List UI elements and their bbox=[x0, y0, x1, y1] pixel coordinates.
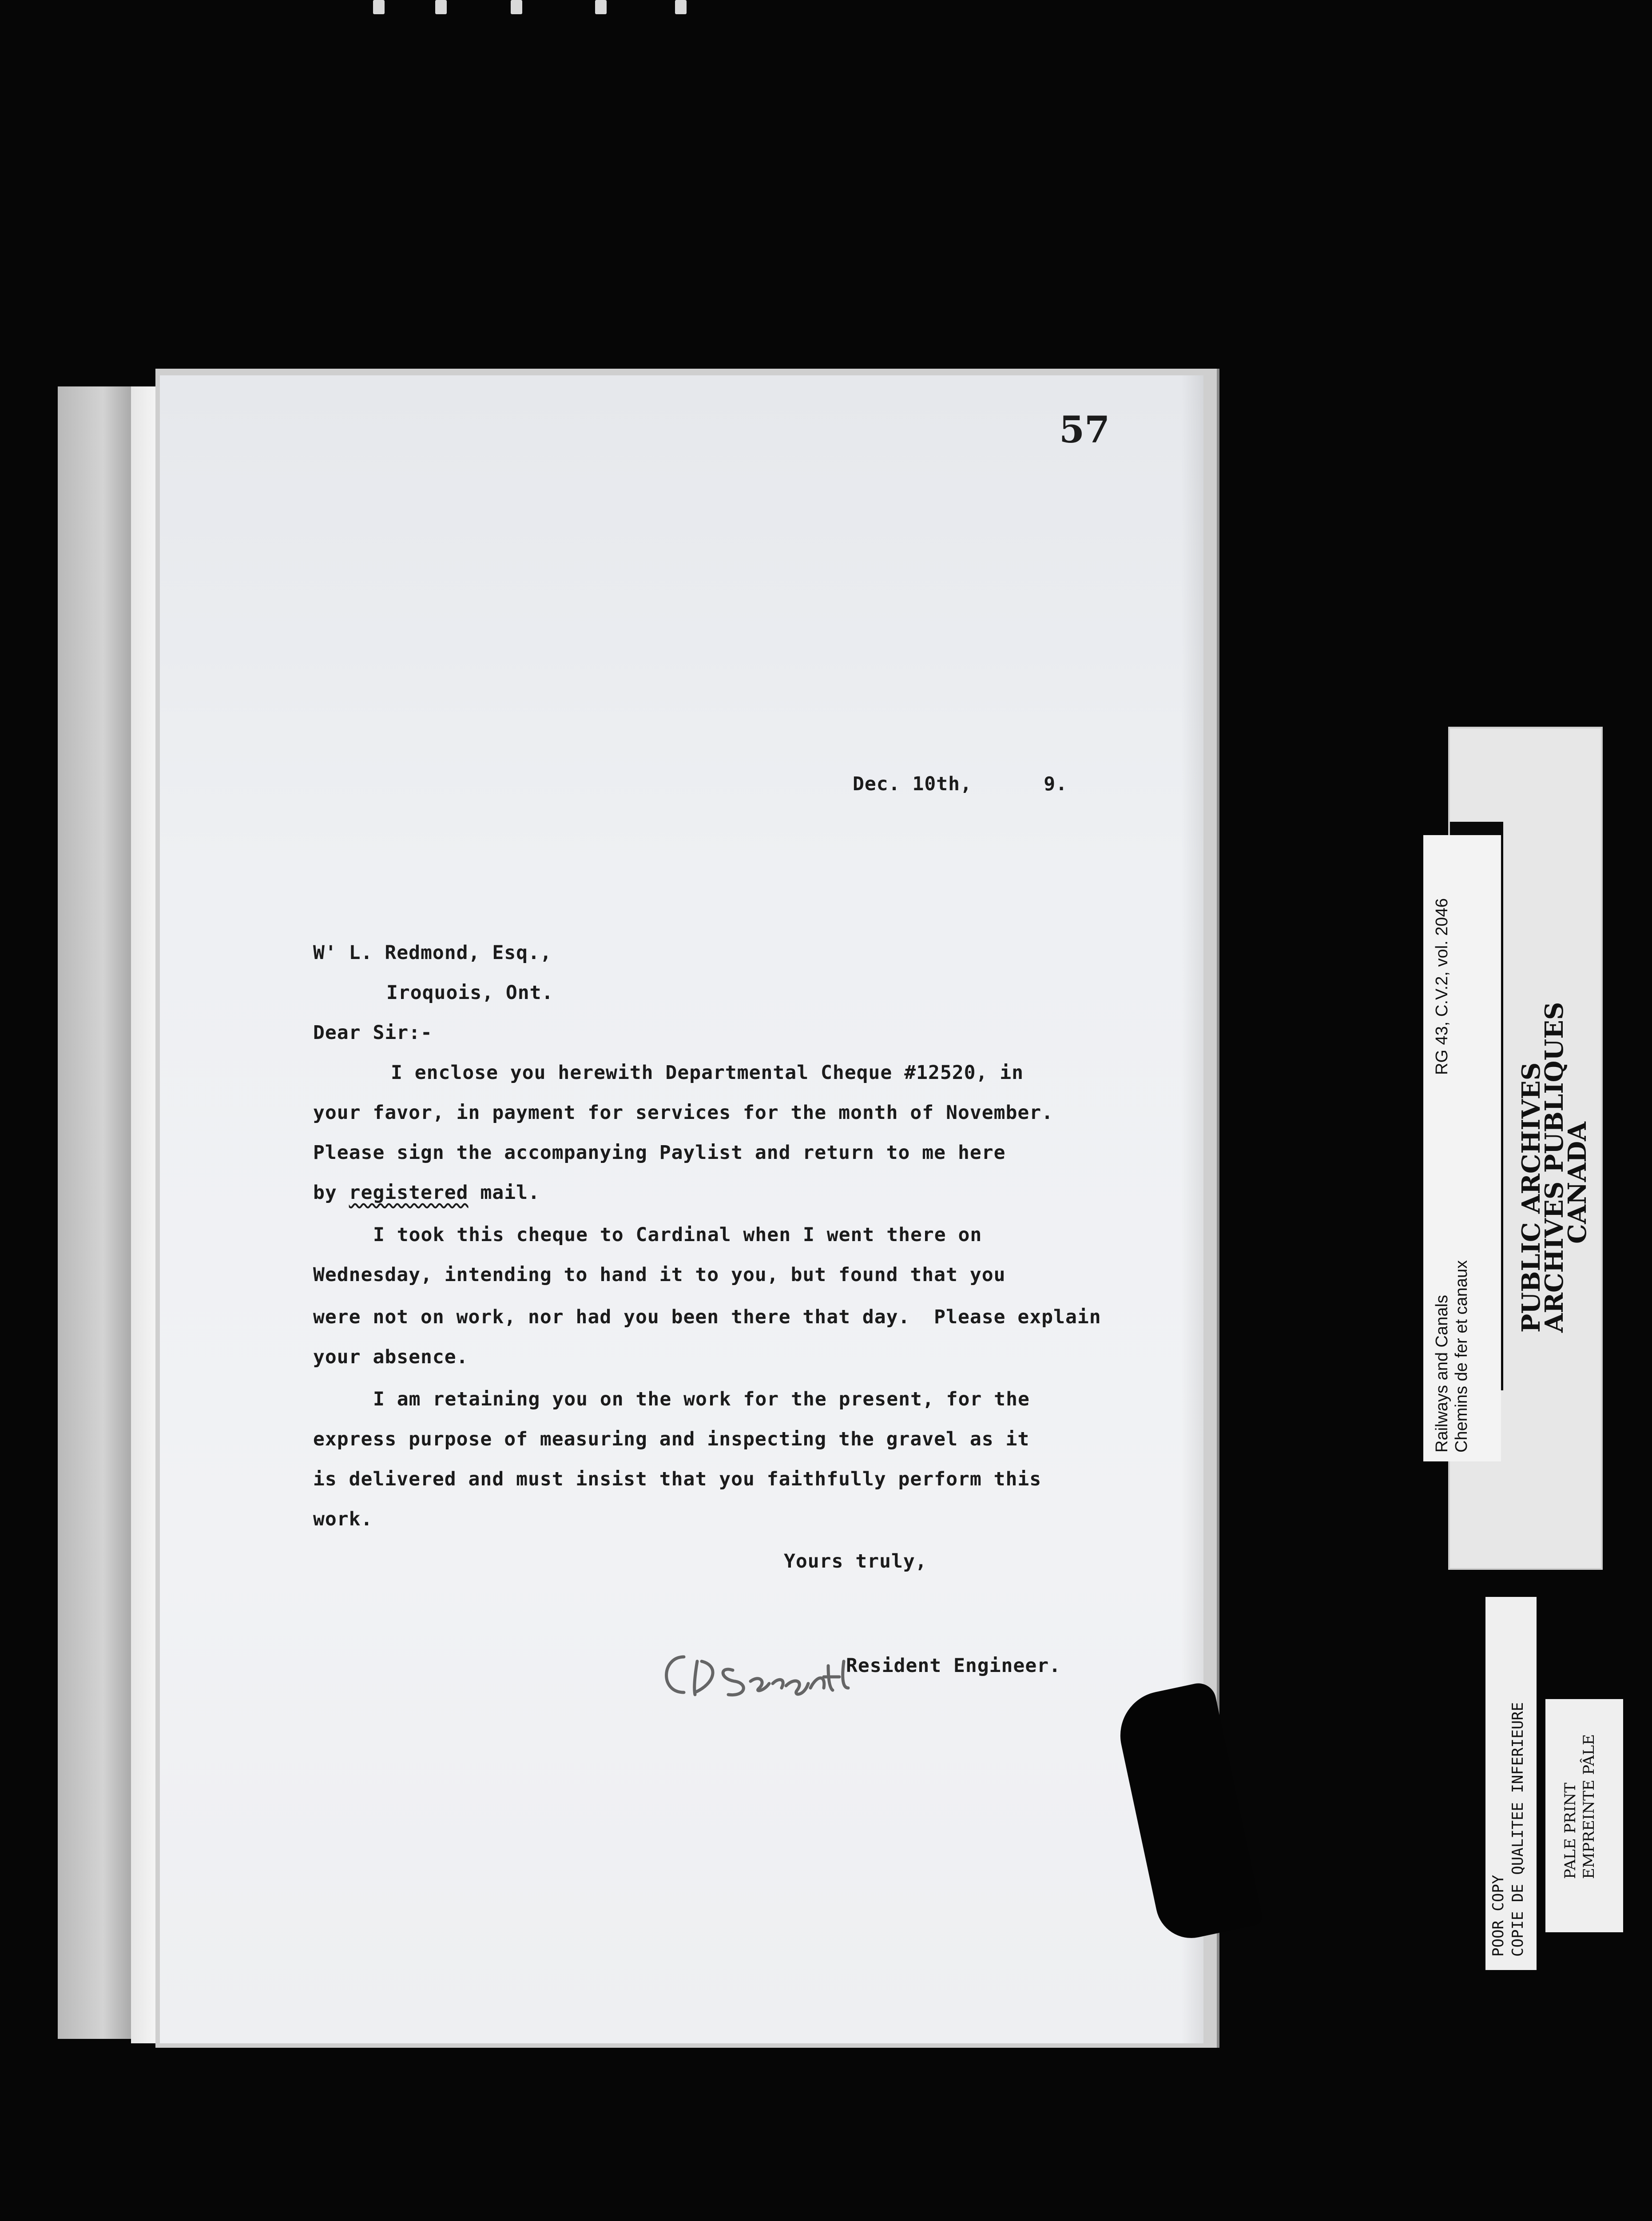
closing: Yours truly, bbox=[784, 1550, 927, 1572]
film-mark bbox=[435, 0, 447, 14]
salutation: Dear Sir:- bbox=[313, 1022, 433, 1044]
letter-body bbox=[160, 375, 1203, 2043]
binder-edge bbox=[131, 386, 155, 2043]
letter-line: express purpose of measuring and inspecting the gravel as it bbox=[313, 1428, 1030, 1450]
film-mark bbox=[675, 0, 687, 14]
letter-line: your absence. bbox=[313, 1346, 469, 1368]
binder-spine bbox=[58, 386, 133, 2039]
page-number: 57 bbox=[1059, 409, 1110, 451]
film-mark bbox=[595, 0, 607, 14]
letter-line: work. bbox=[313, 1508, 373, 1530]
letter-line: is delivered and must insist that you faithfully perform this bbox=[313, 1468, 1042, 1490]
film-edge-marks bbox=[364, 0, 853, 18]
pale-print-text: PALE PRINT EMPREINTE PÂLE bbox=[1561, 1734, 1598, 1879]
signer-title: Resident Engineer. bbox=[846, 1655, 1061, 1677]
fonds-label: Railways and Canals Chemins de fer et canaux bbox=[1433, 1260, 1471, 1453]
archive-reference: RG 43, C.V.2, vol. 2046 bbox=[1433, 898, 1451, 1075]
letter-line: I enclose you herewith Departmental Cheque #12520, in bbox=[391, 1062, 1024, 1084]
addressee-place: Iroquois, Ont. bbox=[386, 982, 554, 1004]
letter-line: by registered mail. bbox=[313, 1182, 540, 1204]
underlined-word: registered bbox=[349, 1182, 469, 1204]
letter-line: I am retaining you on the work for the present, for the bbox=[373, 1388, 1030, 1410]
addressee-name: W' L. Redmond, Esq., bbox=[313, 942, 552, 964]
letter-line: Please sign the accompanying Paylist and return to me here bbox=[313, 1142, 1006, 1164]
poor-copy-text: POOR COPY COPIE DE QUALITEE INFERIEURE bbox=[1489, 1702, 1527, 1957]
letter-line: I took this cheque to Cardinal when I went there on bbox=[373, 1224, 982, 1246]
letter-line: your favor, in payment for services for the month of November. bbox=[313, 1102, 1054, 1124]
film-mark bbox=[511, 0, 522, 14]
film-mark bbox=[373, 0, 385, 14]
archive-name-label: PUBLIC ARCHIVES ARCHIVES PUBLIQUES CANADA bbox=[1517, 1002, 1592, 1333]
letter-line: were not on work, nor had you been there that day. Please explain bbox=[313, 1306, 1101, 1328]
handwritten-signature bbox=[653, 1639, 884, 1710]
letter-page bbox=[160, 375, 1203, 2043]
letter-line: Wednesday, intending to hand it to you, but found that you bbox=[313, 1264, 1006, 1286]
letter-date: Dec. 10th, 9. bbox=[853, 773, 1068, 795]
